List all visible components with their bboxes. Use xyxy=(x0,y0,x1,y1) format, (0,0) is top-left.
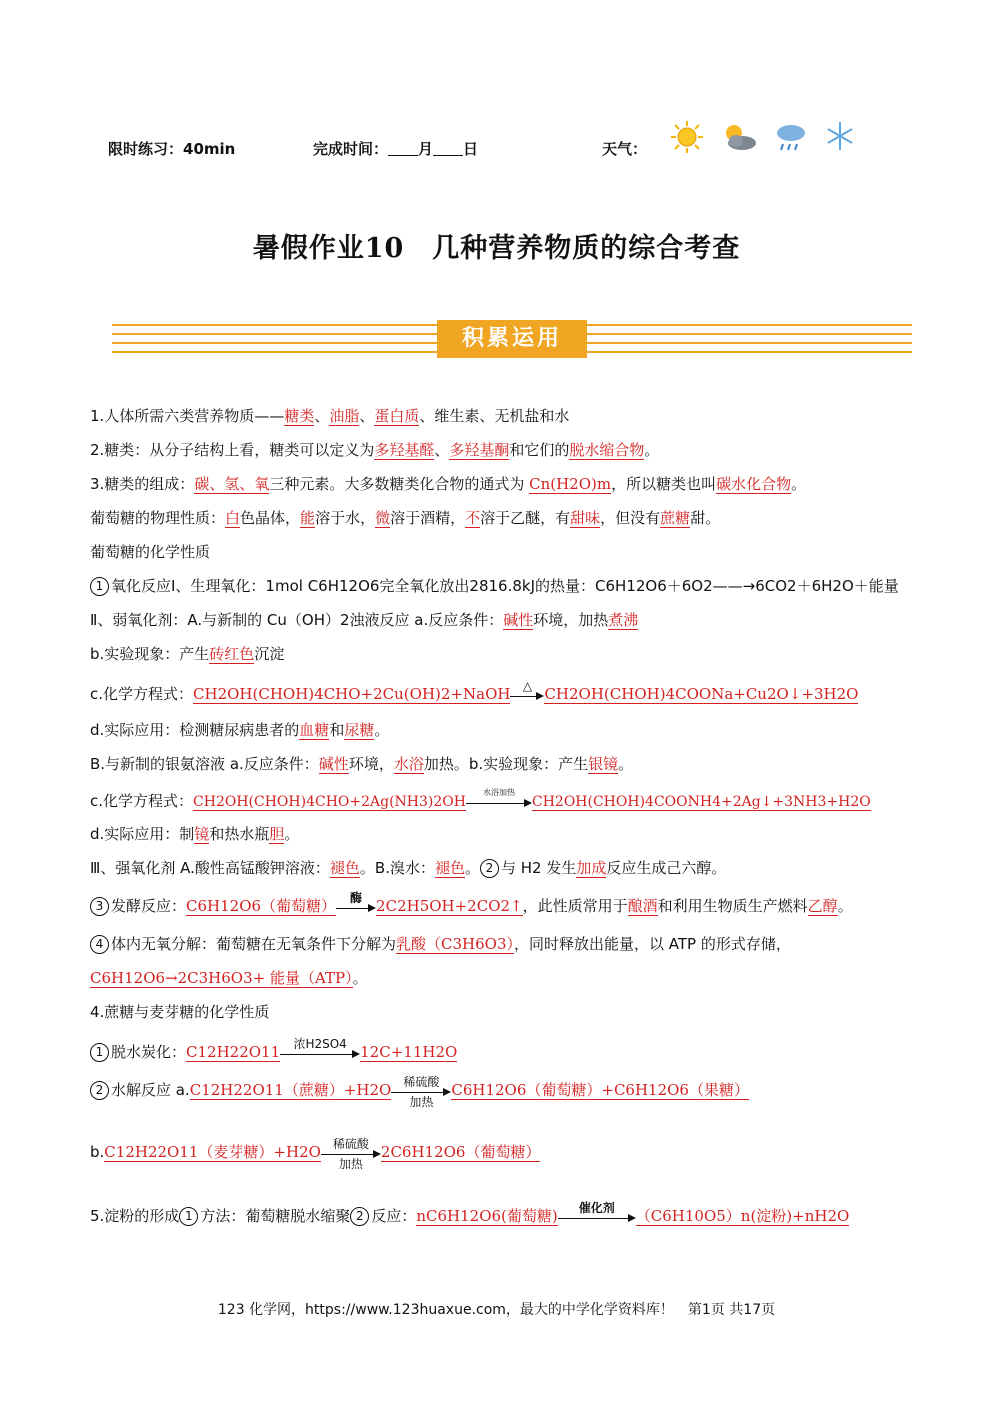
line-starch-formation: 5.淀粉的形成 1 方法：葡萄糖脱水缩聚 2 反应：nC6H12O6(葡萄糖) 催化剂 （C6H10O5）n(淀粉)+nH2O xyxy=(90,1200,850,1225)
section-title: 积累运用 xyxy=(437,320,587,358)
line-nutrients: 1.人体所需六类营养物质——糖类、油脂、蛋白质、维生素、无机盐和水 xyxy=(90,407,570,425)
partly-cloudy-icon[interactable] xyxy=(720,120,758,154)
page-footer: 123 化学网，https://www.123huaxue.com，最大的中学化学资料库！ 第1页 共17页 xyxy=(217,1302,776,1318)
line-oxidation: 1 氧化反应Ⅰ、生理氧化：1mol C6H12O6完全氧化放出2816.8kJ的热量：C6H12O6＋6O2——→6CO2＋6H2O＋能量 xyxy=(90,573,899,599)
line-sugar-definition: 2.糖类：从分子结构上看，糖类可以定义为多羟基醛、多羟基酮和它们的脱水缩合物。 xyxy=(90,441,660,459)
line-phenomenon-cu: b.实验现象：产生砖红色沉淀 xyxy=(90,645,285,663)
line-glucose-physical: 葡萄糖的物理性质：白色晶体，能溶于水，微溶于酒精，不溶于乙醚，有甜味，但没有蔗糖甜。 xyxy=(90,509,721,527)
line-application-cu: d.实际应用：检测糖尿病患者的血糖和尿糖。 xyxy=(90,721,390,739)
section-banner xyxy=(112,320,912,360)
line-sugar-composition: 3.糖类的组成：碳、氢、氧三种元素。大多数糖类化合物的通式为 Cn(H2O)m，所以糖类也叫碳水化合物。 xyxy=(90,475,807,493)
line-glucose-chemical: 葡萄糖的化学性质 xyxy=(90,543,211,561)
line-equation-cu: c.化学方程式：CH2OH(CHOH)4CHO+2Cu(OH)2+NaOH △ CH2OH(CHOH)4COONa+Cu2O↓+3H2O xyxy=(90,678,859,703)
line-hydrolysis-maltose: b.C12H22O11（麦芽糖）+H2O 稀硫酸 加热 2C6H12O6（葡萄糖） xyxy=(90,1136,541,1171)
line-equation-ag: c.化学方程式：CH2OH(CHOH)4CHO+2Ag(NH3)2OH 水浴加热 CH2OH(CHOH)4COONH4+2Ag↓+3NH3+H2O xyxy=(90,787,871,810)
line-application-ag: d.实际应用：制镜和热水瓶胆。 xyxy=(90,825,300,843)
line-weak-oxidant: Ⅱ、弱氧化剂：A.与新制的 Cu（OH）2浊液反应 a.反应条件：碱性环境，加热煮沸 xyxy=(90,611,639,629)
line-fermentation: 3 发酵反应：C6H12O6（葡萄糖） 酶 2C2H5OH+2CO2↑，此性质常用于酿酒和利用生物质生产燃料乙醇。 xyxy=(90,893,853,919)
weather-label: 天气： xyxy=(602,140,648,158)
line-disaccharides: 4.蔗糖与麦芽糖的化学性质 xyxy=(90,1003,270,1021)
line-dehydration: 1 脱水炭化：C12H22O11 浓H2SO4 12C+11H2O xyxy=(90,1039,457,1065)
rain-icon[interactable] xyxy=(774,120,808,154)
line-anaerobic-equation: C6H12O6→2C3H6O3+ 能量（ATP）。 xyxy=(90,969,368,987)
line-silver-mirror: B.与新制的银氨溶液 a.反应条件：碱性环境，水浴加热。b.实验现象：产生银镜。 xyxy=(90,755,634,773)
time-limit: 限时练习：40min xyxy=(108,140,236,158)
line-anaerobic: 4 体内无氧分解：葡萄糖在无氧条件下分解为乳酸（C3H6O3），同时释放出能量，以 ATP 的形式存储， xyxy=(90,931,791,957)
completion-date: 完成时间： 月 日 xyxy=(313,140,479,158)
weather-icons xyxy=(670,120,860,160)
snow-icon[interactable] xyxy=(824,120,856,152)
line-hydrolysis-sucrose: 2 水解反应 a.C12H22O11（蔗糖）+H2O 稀硫酸 加热 C6H12O6（葡萄糖）+C6H12O6（果糖） xyxy=(90,1077,749,1103)
sun-icon[interactable] xyxy=(670,120,704,154)
line-strong-oxidant: Ⅲ、强氧化剂 A.酸性高锰酸钾溶液：褪色。B.溴水：褪色。 2 与 H2 发生加成反应生成己六醇。 xyxy=(90,859,727,877)
page-title: 暑假作业10 几种营养物质的综合考查 xyxy=(252,233,741,264)
